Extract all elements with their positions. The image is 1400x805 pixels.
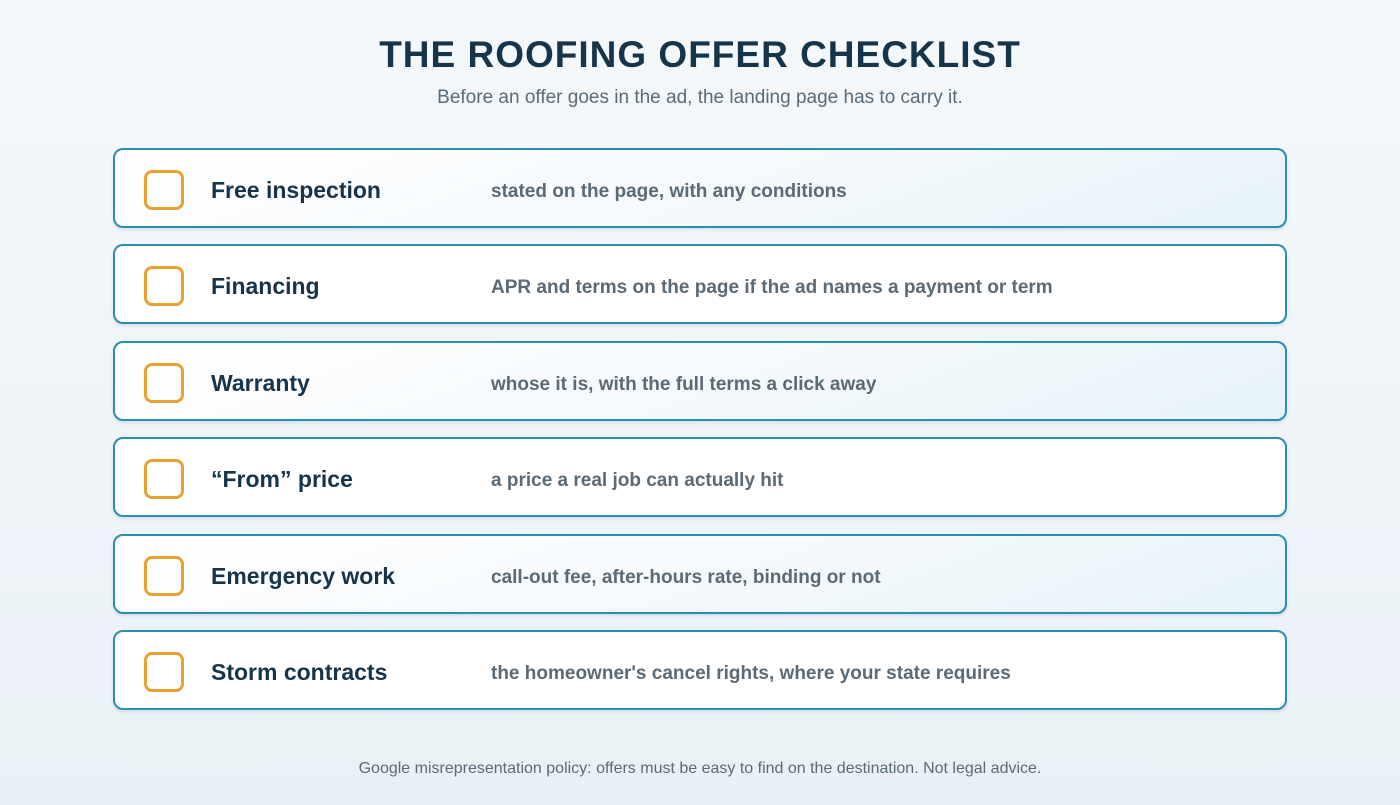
- item-description: whose it is, with the full terms a click away: [491, 373, 877, 395]
- item-description: call-out fee, after-hours rate, binding or not: [491, 566, 881, 588]
- item-description: the homeowner's cancel rights, where your state requires: [491, 662, 1011, 684]
- checkbox[interactable]: [144, 652, 184, 692]
- item-description: a price a real job can actually hit: [491, 470, 784, 492]
- item-label: Financing: [211, 273, 320, 300]
- footer-note: Google misrepresentation policy: offers must be easy to find on the destination. Not legal advice.: [358, 760, 1042, 777]
- item-label: Warranty: [211, 369, 310, 396]
- item-label: Free inspection: [211, 177, 381, 203]
- offer-checklist: [113, 148, 1287, 726]
- checklist-item-financing: [113, 244, 1287, 324]
- checkbox[interactable]: [144, 170, 184, 210]
- item-label: Storm contracts: [211, 658, 388, 685]
- checkbox[interactable]: [144, 363, 184, 403]
- checklist-item-emergency-work: [113, 534, 1287, 614]
- checklist-item-from-price: [113, 437, 1287, 517]
- checkbox[interactable]: [144, 266, 184, 306]
- page-subtitle: Before an offer goes in the ad, the landing page has to carry it.: [437, 87, 963, 108]
- checklist-item-warranty: [113, 341, 1287, 421]
- item-description: APR and terms on the page if the ad names a payment or term: [491, 277, 1053, 299]
- checklist-item-storm-contracts: [113, 630, 1287, 710]
- item-label: Emergency work: [211, 562, 396, 589]
- checkbox[interactable]: [144, 459, 184, 499]
- item-label: “From” price: [211, 466, 353, 493]
- page-title: THE ROOFING OFFER CHECKLIST: [379, 34, 1021, 75]
- checkbox[interactable]: [144, 556, 184, 596]
- checklist-item-free-inspection: [113, 148, 1287, 228]
- item-description: stated on the page, with any conditions: [491, 181, 847, 202]
